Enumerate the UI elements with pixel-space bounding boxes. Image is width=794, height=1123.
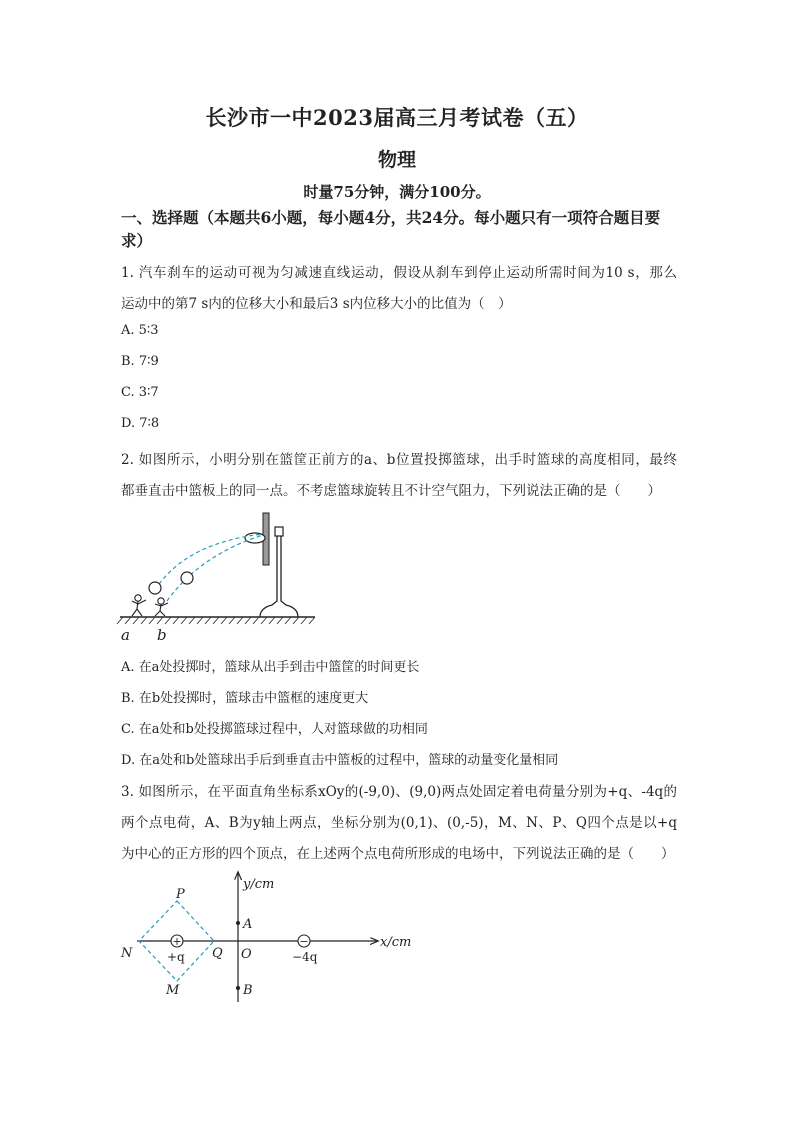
q1-option-a: A. 5∶3 [121,323,159,338]
q2-text-line2: 都垂直击中篮板上的同一点。不考虑篮球旋转且不计空气阻力，下列说法正确的是（ ） [121,483,661,499]
label-y-axis: y/cm [243,877,275,892]
q1-option-d: D. 7∶8 [121,416,160,431]
label-a: a [121,626,130,644]
label-x-axis: x/cm [380,935,412,950]
label-O: O [241,947,252,962]
label-B: B [243,983,253,998]
label-plus-q: +q [167,950,185,964]
label-A: A [243,917,253,932]
minus-sign: − [299,935,309,948]
q1-text-line2: 运动中的第7 s内的位移大小和最后3 s内位移大小的比值为（ ） [121,296,512,312]
electric-field-figure [115,868,415,1008]
q2-text-line1: 2. 如图所示，小明分别在篮筐正前方的a、b位置投掷篮球，出手时篮球的高度相同，最终 [121,452,677,468]
q2-option-a: A. 在a处投掷时，篮球从出手到击中篮筐的时间更长 [121,660,420,675]
q2-option-b: B. 在b处投掷时，篮球击中篮框的速度更大 [121,691,369,706]
subject-title: 物理 [377,149,416,171]
label-P: P [176,887,185,902]
q2-option-d: D. 在a处和b处篮球出手后到垂直击中篮板的过程中，篮球的动量变化量相同 [121,753,559,768]
section-heading: 一、选择题（本题共6小题，每小题4分，共24分。每小题只有一项符合题目要求） [121,208,661,250]
q2-option-c: C. 在a处和b处投掷篮球过程中，人对篮球做的功相同 [121,722,428,737]
time-info: 时量75分钟，满分100分。 [303,183,491,201]
label-b: b [157,626,167,644]
exam-title: 长沙市一中2023届高三月考试卷（五） [205,105,589,130]
label-N: N [121,946,133,961]
label-M: M [166,983,180,998]
label-Q: Q [212,946,223,961]
q1-option-b: B. 7∶9 [121,354,159,369]
basketball-figure [115,505,325,647]
q3-text-line1: 3. 如图所示，在平面直角坐标系xOy的(-9,0)、(9,0)两点处固定着电荷量分别为+q、-4q的 [121,784,677,800]
q1-text-line1: 1. 汽车刹车的运动可视为匀减速直线运动，假设从刹车到停止运动所需时间为10 s，那么 [121,265,677,281]
label-minus-4q: −4q [292,950,318,964]
plus-sign: + [172,935,182,948]
q1-option-c: C. 3∶7 [121,385,159,400]
q3-text-line2: 两个点电荷，A、B为y轴上两点，坐标分别为(0,1)、(0,-5)，M、N、P、Q四个点是以+q [121,815,677,831]
q3-text-line3: 为中心的正方形的四个顶点，在上述两个点电荷所形成的电场中，下列说法正确的是（ ） [121,846,675,862]
